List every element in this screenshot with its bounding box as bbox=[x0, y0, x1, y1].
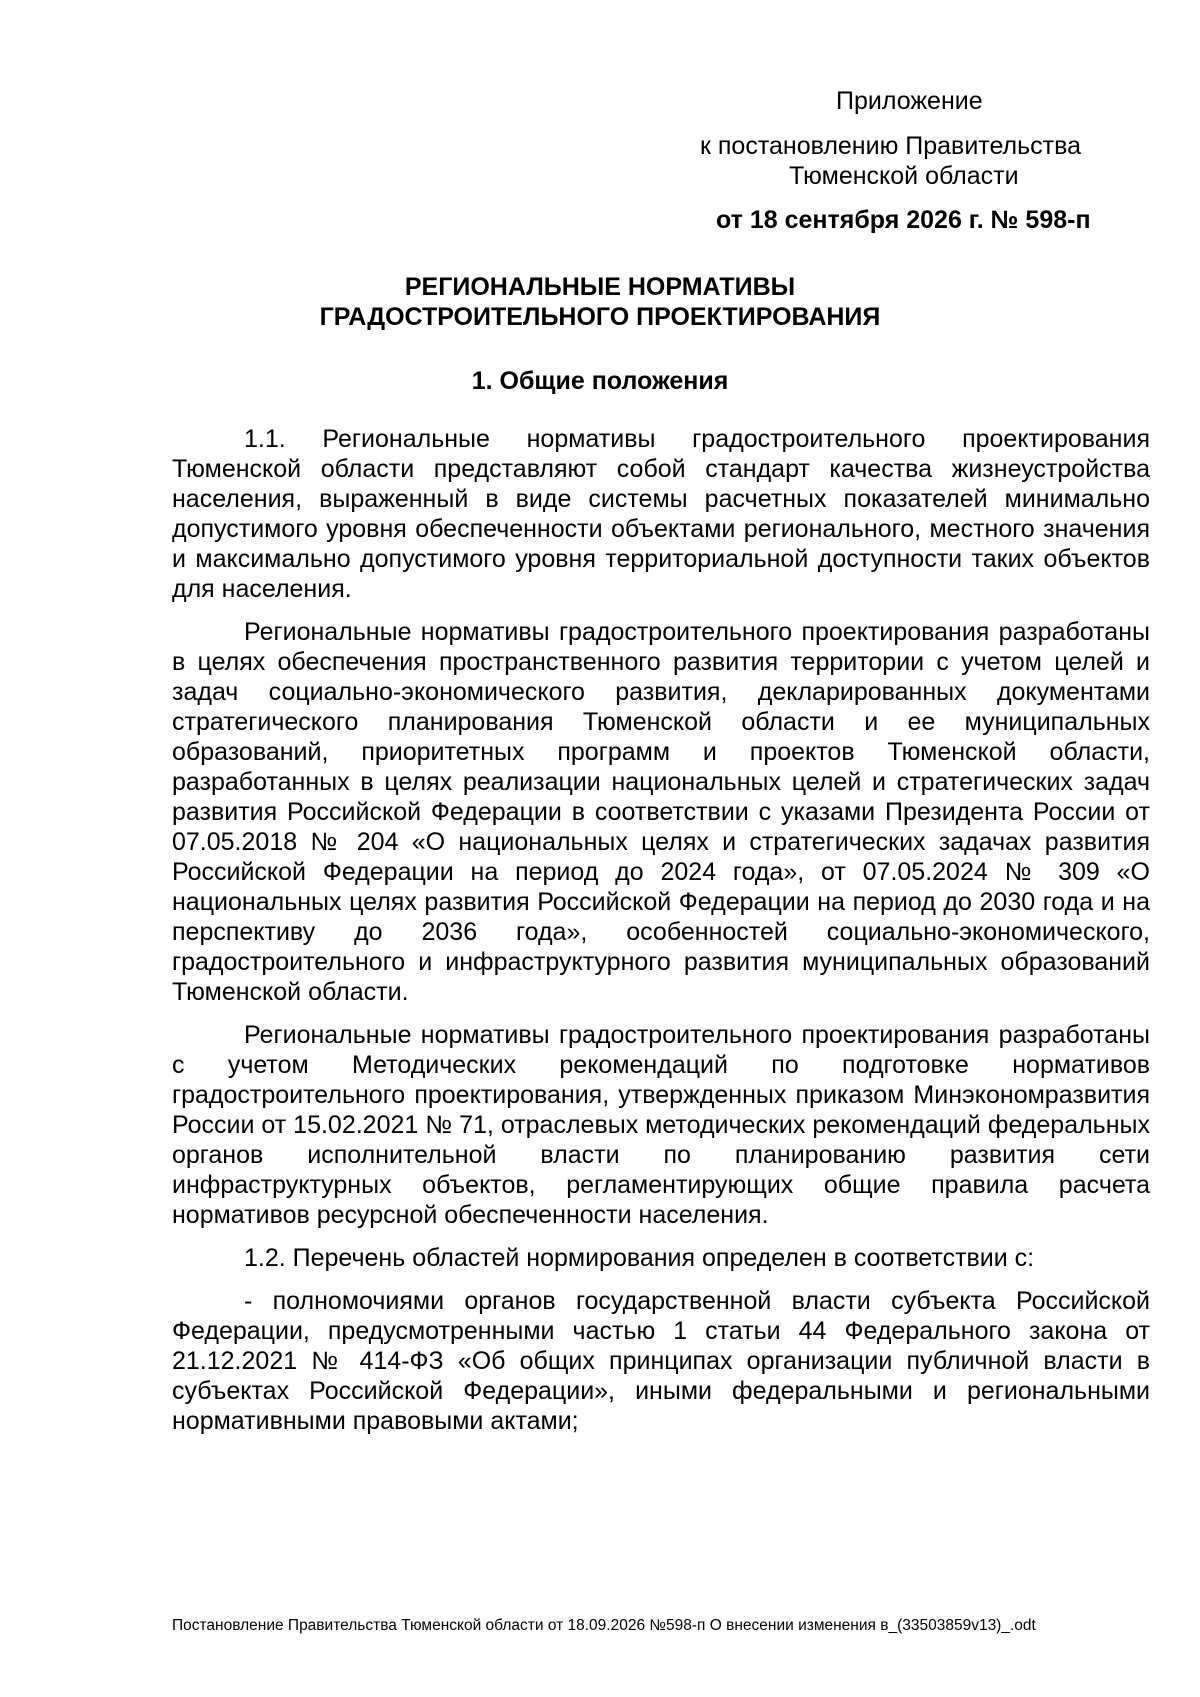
paragraph-1-2: 1.2. Перечень областей нормирования определен в соответствии с: bbox=[244, 1244, 1035, 1272]
page-footer: Постановление Правительства Тюменской области от 18.09.2026 №598-п О внесении изменения в_(33503859v13)_.odt bbox=[172, 1617, 1036, 1634]
document-body bbox=[172, 424, 1150, 1449]
decree-reference: к постановлению Правительства bbox=[700, 132, 1082, 160]
document-title-line-1: РЕГИОНАЛЬНЫЕ НОРМАТИВЫ bbox=[404, 273, 796, 301]
paragraph-purpose: Региональные нормативы градостроительного проектирования разработаны в целях обеспечения пространственного развития территории с учетом целей и задач социально-экономического развития, декларированных документами стратегического планирования Тюменской области и ее муниципальных образований, приоритетных программ и проектов Тюменской области, разработанных в целях реализации национальных целей и стратегических задач развития Российской Федерации в соответствии с указами Президента России от 07.05.2018 № 204 «О национальных целях и стратегических задачах развития Российской Федерации на период до 2024 года», от 07.05.2024 № 309 «О национальных целях развития Российской Федерации на период до 2030 года и на перспективу до 2036 года», особенностей социально-экономического, градостроительного и инфраструктурного развития муниципальных образований Тюменской области. bbox=[172, 618, 1150, 1006]
appendix-label: Приложение bbox=[836, 87, 983, 115]
document-title bbox=[0, 272, 1200, 332]
document-title-line-2: ГРАДОСТРОИТЕЛЬНОГО ПРОЕКТИРОВАНИЯ bbox=[319, 303, 881, 331]
region-name: Тюменской области bbox=[789, 162, 1019, 190]
decree-date-number: от 18 сентября 2026 г. № 598-п bbox=[716, 206, 1091, 234]
list-item-powers: - полномочиями органов государственной власти субъекта Российской Федерации, предусмотренными частью 1 статьи 44 Федерального закона от 21.12.2021 № 414-ФЗ «Об общих принципах организации публичной власти в субъектах Российской Федерации», иными федеральными и региональными нормативными правовыми актами; bbox=[172, 1287, 1150, 1435]
paragraph-1-1: 1.1. Региональные нормативы градостроительного проектирования Тюменской области представляют собой стандарт качества жизнеустройства населения, выраженный в виде системы расчетных показателей минимально допустимого уровня обеспеченности объектами регионального, местного значения и максимально допустимого уровня территориальной доступности таких объектов для населения. bbox=[172, 425, 1150, 603]
paragraph-methodology: Региональные нормативы градостроительного проектирования разработаны с учетом Методических рекомендаций по подготовке нормативов градостроительного проектирования, утвержденных приказом Минэкономразвития России от 15.02.2021 № 71, отраслевых методических рекомендаций федеральных органов исполнительной власти по планированию развития сети инфраструктурных объектов, регламентирующих общие правила расчета нормативов ресурсной обеспеченности населения. bbox=[172, 1021, 1150, 1229]
section-heading: 1. Общие положения bbox=[471, 367, 729, 395]
